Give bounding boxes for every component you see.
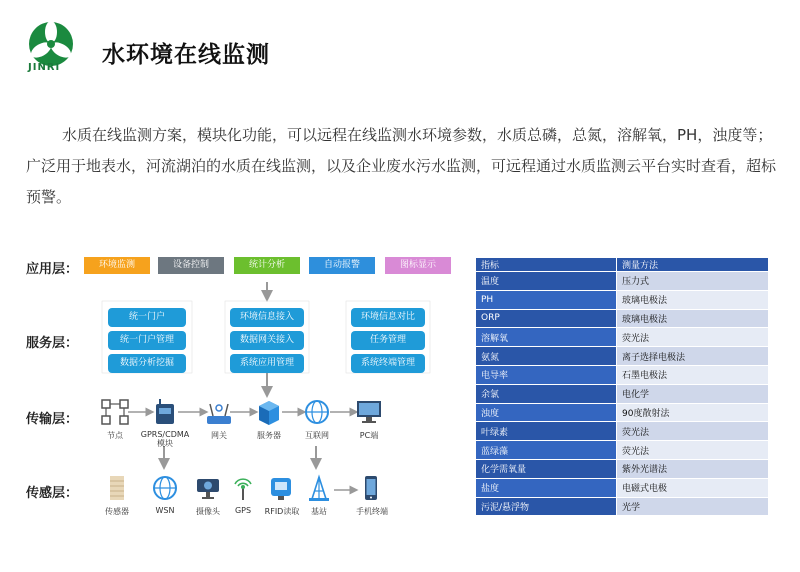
indicator-cell: 化学需氧量	[476, 459, 617, 478]
service-env-info-compare: 环境信息对比	[351, 308, 425, 327]
base-station-icon	[304, 474, 334, 502]
table-row	[476, 290, 769, 309]
internet-icon	[302, 398, 332, 426]
table-row	[476, 328, 769, 347]
method-cell: 电磁式电极	[617, 478, 769, 497]
app-tag-statistics: 统计分析	[234, 257, 300, 274]
pc-icon	[354, 398, 384, 426]
app-tag-chart-display: 图标显示	[385, 257, 451, 274]
method-cell: 光学	[617, 497, 769, 516]
mobile-phone-label: 手机终端	[356, 507, 388, 516]
pc-label: PC端	[359, 431, 379, 440]
table-row	[476, 309, 769, 328]
app-tag-environment-monitoring: 环境监测	[84, 257, 150, 274]
wsn-icon	[150, 474, 180, 502]
gps-label: GPS	[234, 506, 252, 515]
service-gateway-access: 数据网关接入	[230, 331, 304, 350]
indicator-cell: ORP	[476, 309, 617, 328]
table-row	[476, 347, 769, 366]
parameter-table	[475, 257, 769, 516]
method-cell: 石墨电极法	[617, 365, 769, 384]
gps-icon	[228, 474, 258, 502]
table-row	[476, 272, 769, 291]
gateway-label: 网关	[211, 431, 227, 440]
indicator-cell: 温度	[476, 272, 617, 291]
table-row	[476, 497, 769, 516]
table-row	[476, 459, 769, 478]
indicator-cell: 电导率	[476, 365, 617, 384]
table-row	[476, 441, 769, 460]
indicator-cell: 叶绿素	[476, 422, 617, 441]
service-data-mining: 数据分析挖掘	[108, 354, 186, 373]
base-station-label: 基站	[311, 507, 327, 516]
rfid-reader-icon	[266, 474, 296, 502]
page-title: 水环境在线监测	[102, 42, 270, 68]
app-tag-device-control: 设备控制	[158, 257, 224, 274]
server-icon	[254, 398, 284, 426]
method-cell: 离子选择电极法	[617, 347, 769, 366]
indicator-cell: 氨氮	[476, 347, 617, 366]
header-indicator: 指标	[476, 258, 617, 272]
server-label: 服务器	[257, 431, 281, 440]
indicator-cell: 蓝绿藻	[476, 441, 617, 460]
layer-label-application: 应用层：	[26, 262, 79, 277]
gateway-icon	[204, 400, 234, 428]
table-header-row	[476, 258, 769, 272]
header-method: 测量方法	[617, 258, 769, 272]
method-cell: 90度散射法	[617, 403, 769, 422]
table-row	[476, 422, 769, 441]
indicator-cell: 污泥/悬浮物	[476, 497, 617, 516]
layer-label-transport: 传输层：	[26, 412, 79, 427]
method-cell: 荧光法	[617, 328, 769, 347]
indicator-cell: 余氯	[476, 384, 617, 403]
camera-icon	[194, 474, 224, 502]
internet-label: 互联网	[305, 431, 329, 440]
indicator-cell: 盐度	[476, 478, 617, 497]
service-env-info-access: 环境信息接入	[230, 308, 304, 327]
method-cell: 电化学	[617, 384, 769, 403]
table-row	[476, 384, 769, 403]
indicator-cell: 浊度	[476, 403, 617, 422]
table-row	[476, 365, 769, 384]
app-tag-auto-alarm: 自动报警	[309, 257, 375, 274]
method-cell: 荧光法	[617, 422, 769, 441]
service-unified-portal: 统一门户	[108, 308, 186, 327]
sensor-label: 传感器	[105, 507, 129, 516]
method-cell: 玻璃电极法	[617, 309, 769, 328]
table-row	[476, 478, 769, 497]
camera-label: 摄像头	[196, 507, 220, 516]
gprs-module-icon	[150, 398, 180, 426]
node-label: 节点	[107, 431, 123, 440]
logo-text: JINRI	[28, 62, 61, 73]
method-cell: 紫外光谱法	[617, 459, 769, 478]
node-icon	[100, 398, 130, 426]
sensor-icon	[102, 474, 132, 502]
wsn-label: WSN	[155, 506, 175, 515]
method-cell: 荧光法	[617, 441, 769, 460]
service-terminal-management: 系统终端管理	[351, 354, 425, 373]
layer-label-sensor: 传感层：	[26, 486, 79, 501]
service-system-app-management: 系统应用管理	[230, 354, 304, 373]
method-cell: 压力式	[617, 272, 769, 291]
service-portal-management: 统一门户管理	[108, 331, 186, 350]
method-cell: 玻璃电极法	[617, 290, 769, 309]
intro-paragraph: 水质在线监测方案，模块化功能，可以远程在线监测水环境参数，水质总磷，总氮，溶解氧，PH，浊度等；广泛用于地表水，河流湖泊的水质在线监测，以及企业废水污水监测，可远程通过水质监测云平台实时查看，超标预警。	[26, 126, 777, 206]
mobile-phone-icon	[356, 474, 386, 502]
rfid-reader-label: RFID读取	[264, 507, 300, 516]
table-row	[476, 403, 769, 422]
indicator-cell: 溶解氧	[476, 328, 617, 347]
service-task-management: 任务管理	[351, 331, 425, 350]
layer-label-service: 服务层：	[26, 336, 79, 351]
gprs-module-label: GPRS/CDMA 模块	[140, 430, 190, 448]
indicator-cell: PH	[476, 290, 617, 309]
